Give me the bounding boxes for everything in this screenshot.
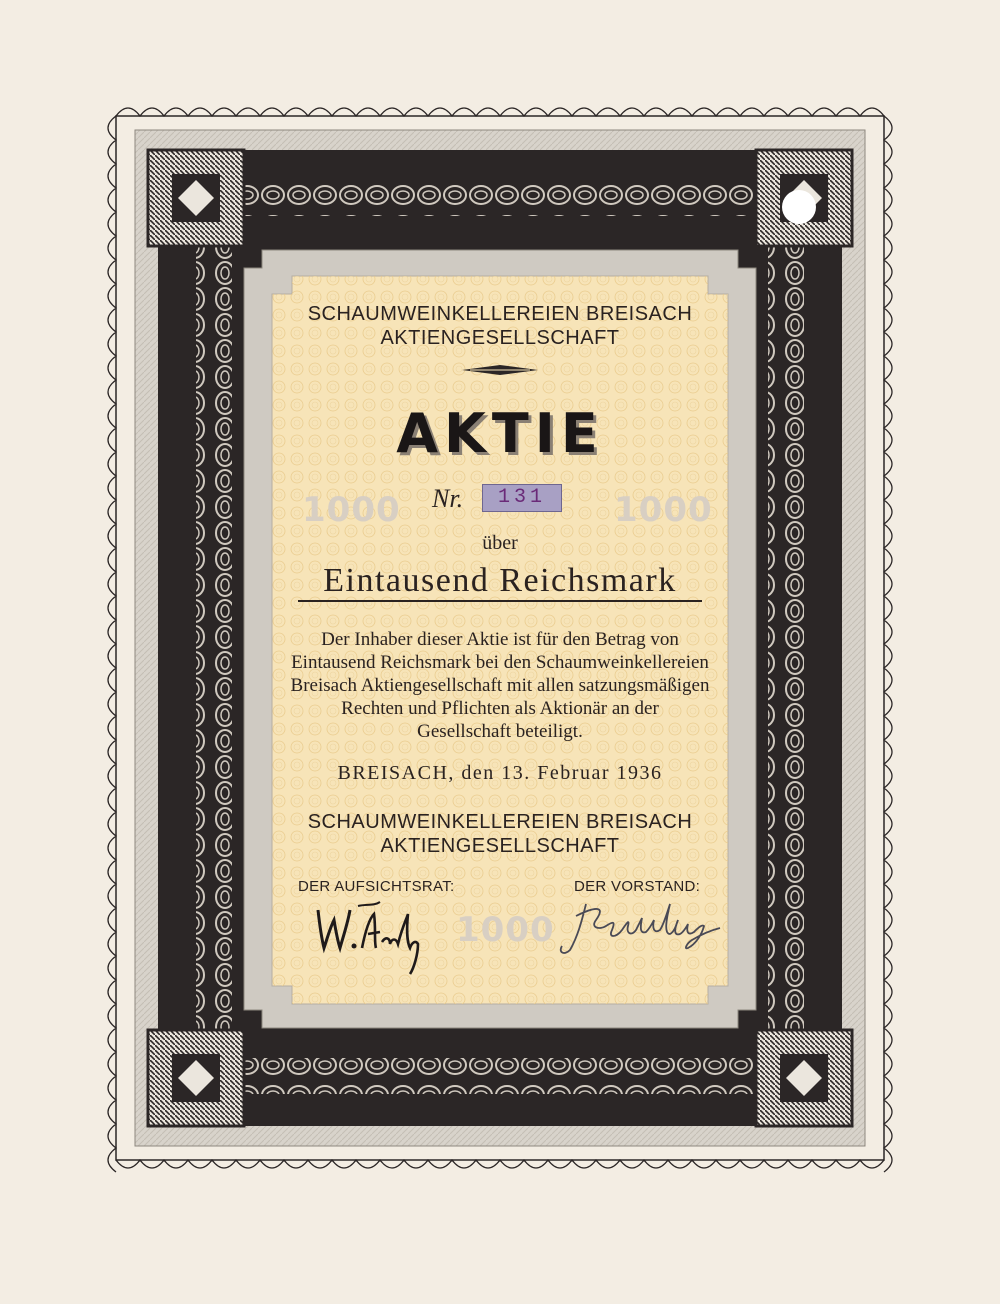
number-label: Nr.: [432, 484, 464, 513]
body-line-5: Gesellschaft beteiligt.: [417, 721, 583, 742]
signature-executive: [556, 896, 726, 960]
issuer-line2: AKTIENGESELLSCHAFT: [380, 835, 620, 857]
denomination-left: 1000: [302, 490, 401, 530]
ueber-text: über: [482, 532, 518, 554]
punch-hole: [782, 190, 816, 224]
amount-words: Eintausend Reichsmark: [323, 562, 677, 599]
issuer-line1: SCHAUMWEINKELLEREIEN BREISACH: [307, 811, 693, 833]
place-date: BREISACH, den 13. Februar 1936: [337, 762, 663, 784]
body-line-4: Rechten und Pflichten als Aktionär an der: [341, 698, 659, 719]
company-name-line1: SCHAUMWEINKELLEREIEN BREISACH: [307, 303, 693, 325]
corner-ornament-tl: [148, 150, 244, 246]
denomination-bottom: 1000: [456, 910, 555, 950]
executive-board-label: DER VORSTAND:: [574, 878, 701, 895]
supervisory-board-label: DER AUFSICHTSRAT:: [298, 878, 455, 895]
body-line-3: Breisach Aktiengesellschaft mit allen satzungsmäßigen: [290, 675, 710, 696]
signature-supervisory: [310, 898, 430, 978]
wavy-border-segment: [116, 108, 884, 116]
certificate-number: 131: [482, 484, 562, 512]
body-line-1: Der Inhaber dieser Aktie ist für den Betrag von: [321, 629, 679, 650]
corner-ornament-bl: [148, 1030, 244, 1126]
corner-ornament-br: [756, 1030, 852, 1126]
company-name-line2: AKTIENGESELLSCHAFT: [380, 327, 620, 349]
wavy-border-segment: [116, 1160, 884, 1168]
certificate-title: AKTIE: [396, 402, 604, 465]
body-line-2: Eintausend Reichsmark bei den Schaumweinkellereien: [291, 652, 709, 673]
amount-underline: [298, 600, 702, 602]
denomination-right: 1000: [614, 490, 713, 530]
